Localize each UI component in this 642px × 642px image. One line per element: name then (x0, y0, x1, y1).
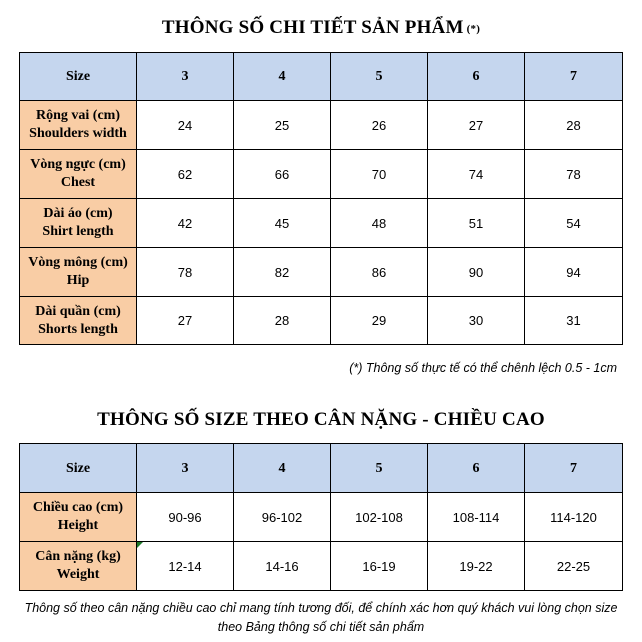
cell-value: 19-22 (428, 542, 525, 591)
cell-value: 54 (525, 199, 623, 248)
cell-value: 96-102 (234, 493, 331, 542)
fit-note-line1: Thông số theo cân nặng chiều cao chỉ mang tính tương đối, để chính xác hơn quý khách vui lòng chọn size (24, 601, 618, 615)
spec-title-text: THÔNG SỐ CHI TIẾT SẢN PHẨM (161, 17, 464, 38)
cell-value: 86 (331, 248, 428, 297)
cell-value: 45 (234, 199, 331, 248)
cell-value: 27 (137, 297, 234, 345)
cell-value: 22-25 (525, 542, 623, 591)
spec-table (19, 52, 623, 345)
fit-header-row (20, 444, 623, 493)
table-row (20, 199, 623, 248)
spec-header-row (20, 53, 623, 101)
spec-header-size-4: 4 (234, 53, 331, 101)
cell-value: 26 (331, 101, 428, 150)
spec-title-mark: (*) (466, 23, 481, 35)
cell-value: 27 (428, 101, 525, 150)
label-vi: Vòng mông (cm) (28, 255, 128, 270)
spec-table-title (0, 17, 642, 39)
spec-header-size-3: 3 (137, 53, 234, 101)
label-en: Shoulders width (29, 126, 127, 141)
label-en: Chest (60, 175, 96, 190)
row-label-shirt-length (20, 199, 137, 248)
spec-header-size: Size (20, 53, 137, 101)
fit-note-line2: theo Bảng thông số chi tiết sản phẩm (217, 620, 425, 634)
fit-header-size-3: 3 (137, 444, 234, 493)
fit-table-title: THÔNG SỐ SIZE THEO CÂN NẶNG - CHIỀU CAO (97, 409, 545, 430)
cell-value: 28 (234, 297, 331, 345)
row-label-hip (20, 248, 137, 297)
label-en: Shirt length (42, 224, 114, 239)
spec-header-size-5: 5 (331, 53, 428, 101)
fit-header-size-4: 4 (234, 444, 331, 493)
fit-header-size-7: 7 (525, 444, 623, 493)
label-vi: Rộng vai (cm) (36, 108, 120, 123)
table-row (20, 248, 623, 297)
cell-value: 12-14 (137, 542, 234, 591)
cell-value: 29 (331, 297, 428, 345)
comment-marker-icon (137, 542, 143, 548)
spec-header-size-6: 6 (428, 53, 525, 101)
cell-value: 25 (234, 101, 331, 150)
table-row (20, 297, 623, 345)
cell-value: 74 (428, 150, 525, 199)
cell-value: 102-108 (331, 493, 428, 542)
cell-value: 24 (137, 101, 234, 150)
table-row (20, 542, 623, 591)
fit-header-size-5: 5 (331, 444, 428, 493)
label-en: Hip (66, 273, 90, 288)
label-en: Shorts length (38, 321, 118, 337)
cell-value: 114-120 (525, 493, 623, 542)
label-vi: Cân nặng (kg) (35, 549, 121, 564)
table-row (20, 101, 623, 150)
cell-value: 78 (137, 248, 234, 297)
cell-value: 66 (234, 150, 331, 199)
label-vi: Vòng ngực (cm) (30, 157, 126, 172)
label-vi: Dài áo (cm) (43, 206, 113, 221)
fit-footnote (0, 599, 642, 637)
label-vi: Dài quần (cm) (35, 303, 121, 319)
fit-header-size: Size (20, 444, 137, 493)
table-row (20, 150, 623, 199)
cell-value: 108-114 (428, 493, 525, 542)
label-en: Height (57, 518, 99, 533)
cell-value: 70 (331, 150, 428, 199)
row-label-height (20, 493, 137, 542)
row-label-weight (20, 542, 137, 591)
row-label-shoulders (20, 101, 137, 150)
label-vi: Chiều cao (cm) (32, 500, 124, 515)
cell-value: 16-19 (331, 542, 428, 591)
cell-value: 28 (525, 101, 623, 150)
table-row (20, 493, 623, 542)
cell-value: 14-16 (234, 542, 331, 591)
cell-value: 90-96 (137, 493, 234, 542)
cell-value: 48 (331, 199, 428, 248)
spec-header-size-7: 7 (525, 53, 623, 101)
cell-value: 31 (525, 297, 623, 345)
cell-value: 82 (234, 248, 331, 297)
cell-value: 94 (525, 248, 623, 297)
cell-value: 90 (428, 248, 525, 297)
label-en: Weight (56, 567, 100, 582)
cell-value: 62 (137, 150, 234, 199)
row-label-chest (20, 150, 137, 199)
cell-value: 30 (428, 297, 525, 345)
row-label-shorts-length (20, 297, 137, 345)
cell-value: 42 (137, 199, 234, 248)
spec-footnote: (*) Thông số thực tế có thể chênh lệch 0.5 - 1cm (349, 361, 617, 375)
fit-table (19, 443, 623, 591)
fit-header-size-6: 6 (428, 444, 525, 493)
cell-value: 51 (428, 199, 525, 248)
cell-value: 78 (525, 150, 623, 199)
